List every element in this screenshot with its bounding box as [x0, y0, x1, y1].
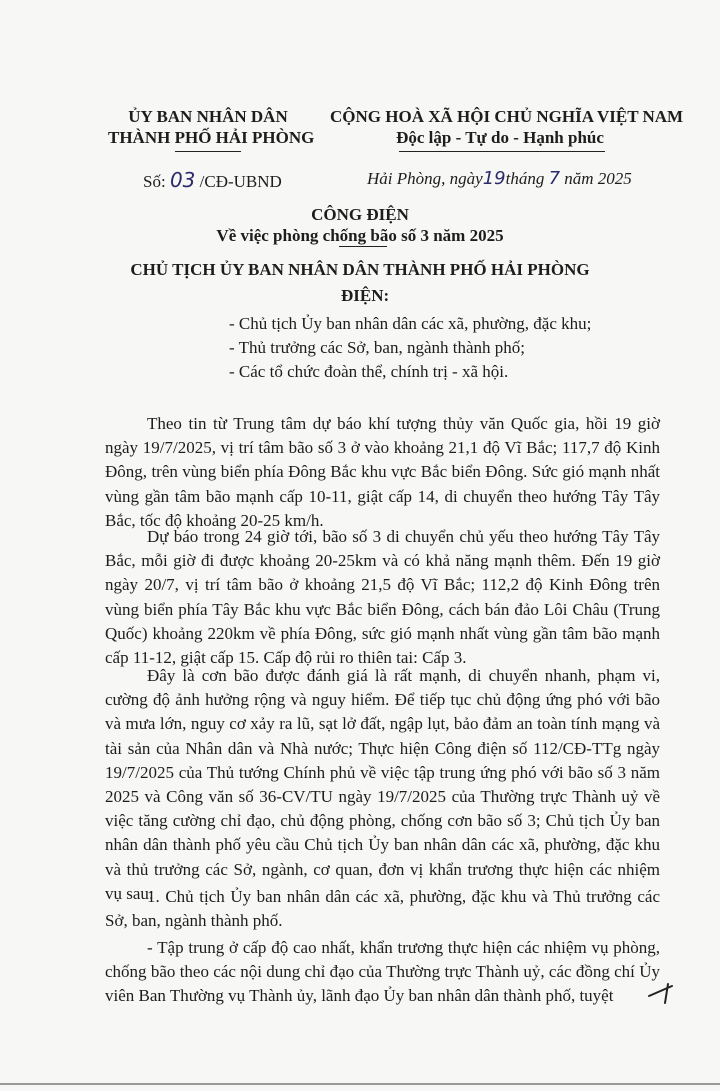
recipient-3: - Các tổ chức đoàn thể, chính trị - xã hội.: [229, 362, 509, 381]
page-bottom-edge: [0, 1083, 720, 1085]
handwritten-day: 19: [482, 168, 506, 189]
handwritten-number: 03: [169, 168, 196, 192]
paragraph-4: 1. Chủ tịch Ủy ban nhân dân các xã, phường, đặc khu và Thủ trưởng các Sở, ban, ngành thành phố.: [105, 887, 660, 931]
recipient-1: - Chủ tịch Ủy ban nhân dân các xã, phường, đặc khu;: [229, 314, 592, 333]
national-motto-line1: CỘNG HOÀ XÃ HỘI CHỦ NGHĨA VIỆT NAM: [330, 107, 684, 126]
subject-underline: [339, 246, 387, 247]
org-name-line2: THÀNH PHỐ HẢI PHÒNG: [108, 128, 315, 147]
so-suffix: /CĐ-UBND: [199, 172, 282, 191]
date-suffix: năm 2025: [564, 169, 632, 188]
document-number: [143, 168, 282, 192]
paragraph-1: Theo tin từ Trung tâm dự báo khí tượng thủy văn Quốc gia, hồi 19 giờ ngày 19/7/2025, vị trí tâm bão số 3 ở vào khoảng 21,1 độ Vĩ Bắc; 117,7 độ Kinh Đông, trên vùng biển phía Đông Bắc khu vực Bắc biển Đông. Sức gió mạnh nhất vùng gần tâm bão mạnh cấp 10-11, giật cấp 14, di chuyển theo hướng Tây Tây Bắc, tốc độ khoảng 20-25 km/h.: [105, 414, 660, 530]
so-label: Số:: [143, 172, 166, 191]
date-prefix: Hải Phòng, ngày: [367, 169, 483, 188]
date-mid: tháng: [505, 169, 545, 188]
paragraph-3: Đây là cơn bão được đánh giá là rất mạnh, di chuyển nhanh, phạm vi, cường độ ảnh hưởng rộng và nguy hiểm. Để tiếp tục chủ động ứng phó với bão và mưa lớn, nguy cơ xảy ra lũ, sạt lở đất, ngập lụt, bảo đảm an toàn tính mạng và tài sản của Nhân dân và Nhà nước; Thực hiện Công điện số 112/CĐ-TTg ngày 19/7/2025 của Thủ tướng Chính phủ về việc tập trung ứng phó với bão số 3 năm 2025 và Công văn số 36-CV/TU ngày 19/7/2025 của Thường trực Thành uỷ về việc tăng cường chỉ đạo, chủ động phòng, chống cơn bão số 3; Chủ tịch Ủy ban nhân dân thành phố yêu cầu Chủ tịch Ủy ban nhân dân các xã, phường, đặc khu và thủ trưởng các Sở, ngành, cơ quan, đơn vị khẩn trương thực hiện các nhiệm vụ sau:: [105, 666, 660, 903]
paragraph-5: - Tập trung ở cấp độ cao nhất, khẩn trương thực hiện các nhiệm vụ phòng, chống bão theo các nội dung chỉ đạo của Thường trực Thành uỷ, các đồng chí Ủy viên Ban Thường vụ Thành ủy, lãnh đạo Ủy ban nhân dân thành phố, tuyệt: [105, 938, 660, 1006]
dien-label: ĐIỆN:: [341, 286, 390, 305]
initial-signature-mark: [646, 976, 678, 1006]
document-date: [367, 168, 632, 189]
motto-underline: [399, 151, 605, 152]
national-motto-line2: Độc lập - Tự do - Hạnh phúc: [396, 128, 604, 147]
org-underline: [175, 151, 241, 152]
document-subject: Về việc phòng chống bão số 3 năm 2025: [216, 226, 504, 245]
sender-title: CHỦ TỊCH ỦY BAN NHÂN DÂN THÀNH PHỐ HẢI PHÒNG: [130, 260, 590, 279]
handwritten-month: 7: [548, 168, 561, 189]
recipient-2: - Thủ trưởng các Sở, ban, ngành thành phố;: [229, 338, 525, 357]
org-name-line1: ỦY BAN NHÂN DÂN: [128, 107, 288, 126]
document-type: CÔNG ĐIỆN: [311, 205, 409, 224]
paragraph-2: Dự báo trong 24 giờ tới, bão số 3 di chuyển chủ yếu theo hướng Tây Tây Bắc, mỗi giờ đi được khoảng 20-25km và có khả năng mạnh thêm. Đến 19 giờ ngày 20/7, vị trí tâm bão ở khoảng 21,5 độ Vĩ Bắc; 112,2 độ Kinh Đông trên vùng biển phía Tây Bắc khu vực Bắc biển Đông, cách bán đảo Lôi Châu (Trung Quốc) khoảng 220km về phía Đông, sức gió mạnh nhất vùng gần tâm bão mạnh cấp 11-12, giật cấp 15. Cấp độ rủi ro thiên tai: Cấp 3.: [105, 527, 660, 668]
